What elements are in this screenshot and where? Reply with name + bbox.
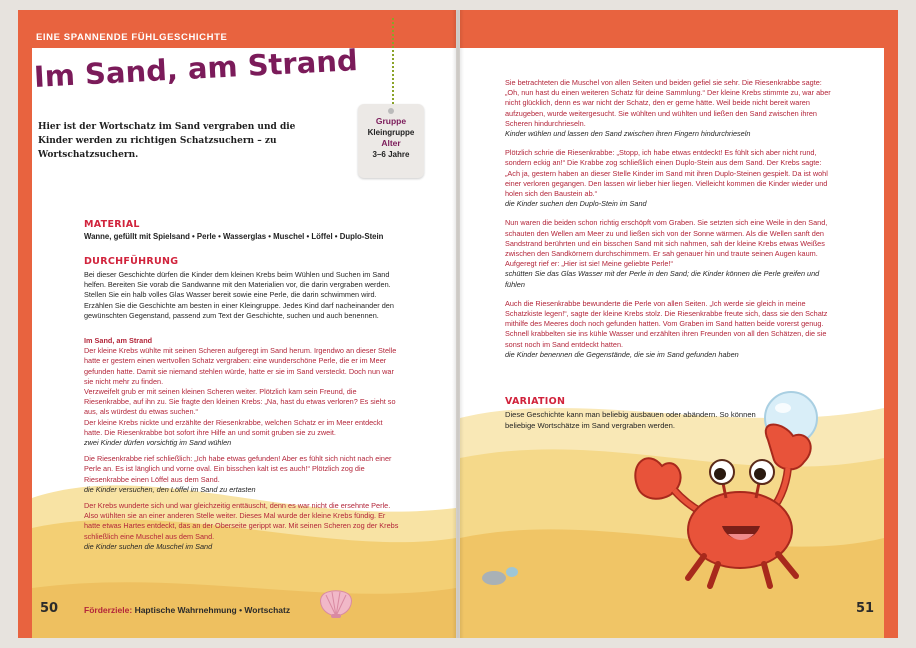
tag-hole	[388, 108, 394, 114]
group-age-tag	[358, 104, 424, 178]
story-instruction: die Kinder versuchen, den Löffel im Sand zu ertasten	[84, 484, 256, 494]
story-paragraph: Die Riesenkrabbe rief schließlich: „Ich habe etwas gefunden! Aber es fühlt sich nicht nach einer Perle an. Es ist länglich und vorne oval. Ein bisschen kalt ist es auch!“ Plötzlich zog die Riesenkrabbe einen Löffel aus dem Sand.	[84, 454, 392, 484]
story-instruction: die Kinder suchen den Duplo-Stein im Sand	[505, 199, 647, 209]
goals-text: Haptische Wahrnehmung • Wortschatz	[134, 605, 291, 615]
story-instruction: Kinder wühlen und lassen den Sand zwischen ihren Fingern hindurchrieseln	[505, 129, 751, 139]
tag-group-label: Gruppe	[375, 116, 407, 126]
story-paragraph: Auch die Riesenkrabbe bewunderte die Perle von allen Seiten. „Ich werde sie gleich in meine Schatzkiste legen!“, sagte der kleine Krebs stolz. Die Riesenkrabbe freute sich, dass sie den Schatz mithilfe des Meeres doch noch gefunden hatten. Vom Graben im Sand hatten beide vorerst genug. Schnell krabbelten sie ins kühle Wasser und erzählten ihren Freunden von all den Schätzen, die sie sonst noch im Sand entdeckt hatten.	[505, 298, 828, 349]
story-paragraph: Nun waren die beiden schon richtig erschöpft vom Graben. Sie setzten sich eine Weile in den Sand, schauten den Wellen am Meer zu und ließen sich von der Sonne wärmen. Als die Wellen sanft den Sandstrand berührten und ein bisschen Sand mit sich nahmen, sah der kleine Krebs etwas Weißes zwischen den Sandkörnern durchschimmern. Er sah genauer hin und traute seinen Augen kaum. Aufgeregt rief er: „Hier ist sie! Meine geliebte Perle!“	[505, 218, 828, 269]
tag-age-label: Alter	[381, 138, 401, 148]
tag-age-value: 3–6 Jahre	[372, 150, 410, 159]
material-heading: MATERIAL	[84, 219, 140, 230]
story-instruction: die Kinder suchen die Muschel im Sand	[84, 541, 213, 551]
footer-goals	[84, 605, 290, 615]
page-title: Im Sand, am Strand	[33, 43, 359, 94]
variation-text: Diese Geschichte kann man beliebig ausbauen oder abändern. So können beliebige Wortschätze im Sand vergraben werden.	[505, 410, 756, 430]
material-list: Wanne, gefüllt mit Spielsand • Perle • Wasserglas • Muschel • Löffel • Duplo-Stein	[84, 232, 384, 241]
page-number-left: 50	[40, 601, 59, 616]
shell-icon	[316, 586, 356, 620]
procedure-paragraph: Bei dieser Geschichte dürfen die Kinder dem kleinen Krebs beim Wühlen und Suchen im Sand helfen. Bereiten Sie vorab die Sandwanne mit den Materialien vor, die darin vergraben werden. Stellen Sie ein halb volles Glas Wasser bereit sowie eine Perle, die darin schwimmen wird. Erzählen Sie die Geschichte am besten in einer Kleingruppe. Jedes Kind darf nacheinander den gewünschten Gegenstand, passend zum Text der Geschichte, suchen und auch benennen.	[84, 270, 394, 320]
page-kicker: EINE SPANNENDE FÜHLGESCHICHTE	[36, 32, 228, 43]
story-paragraph: Der kleine Krebs nickte und erzählte der Riesenkrabbe, welchen Schatz er im Meer entdeckt hatte. Die Riesenkrabbe bot sofort ihre Hilfe an und somit gruben sie zu zweit.	[84, 417, 383, 437]
page-number-right: 51	[856, 601, 875, 616]
pebble-icon	[480, 566, 520, 586]
tag-group-value: Kleingruppe	[367, 128, 415, 137]
story-subheading: Im Sand, am Strand	[84, 336, 153, 345]
variation-heading: VARIATION	[505, 396, 566, 407]
story-paragraph: Plötzlich schrie die Riesenkrabbe: „Stopp, ich habe etwas entdeckt! Es fühlt sich aber nicht rund, sondern eckig an!“ Die Krabbe zog schließlich einen Duplo-Stein aus dem Sand. Der Krebs sagte: „Ach ja, gestern haben an dieser Stelle Kinder im Sand mit ihren Duplo-Steinen gespielt. Da ist wohl einer verloren gegangen. Den lassen wir lieber hier liegen. Vielleicht kommen die Kinder wieder und holen sich den Baustein ab.“	[505, 148, 828, 199]
tag-string	[392, 18, 396, 104]
story-paragraph: Sie betrachteten die Muschel von allen Seiten und beiden gefiel sie sehr. Die Riesenkrabbe sagte: „Oh, nun hast du einen weiteren Schatz für deine Sammlung.“ Der kleine Krebs stimmte zu, war aber nicht glücklich, denn es war nicht der Schatz, den er gerne hätte. Weil beide nicht bereit waren aufzugeben, wurde weitergesucht. Sie wühlten und wühlten und ließen den Sand zwischen ihren Scheren hindurchrieseln.	[505, 78, 831, 128]
story-paragraph: Der kleine Krebs wühlte mit seinen Scheren aufgeregt im Sand herum. Irgendwo an dieser Stelle hatte er gestern einen wertvollen Schatz vergraben: eine wunderschöne Perle, die er im Meer gefunden hatte. Damit sie niemand stehlen würde, hatte er sie im Sand versteckt. Doch nun war sie nicht mehr zu finden.	[84, 346, 397, 386]
book-gutter	[452, 10, 464, 638]
story-paragraph: Der Krebs wunderte sich und war gleichzeitig enttäuscht, denn es war nicht die ersehnte Perle. Also wühlten sie an einer anderen Stelle weiter. Dieses Mal wurde der kleine Krebs fündig. Er hatte etwas Hartes entdeckt, das an der Oberseite gerippt war. Mit seinen Scheren zog der Krebs schließlich eine Muschel aus dem Sand.	[84, 501, 399, 541]
story-instruction: die Kinder benennen die Gegenstände, die sie im Sand gefunden haben	[505, 349, 739, 359]
story-paragraph: Verzweifelt grub er mit seinen kleinen Scheren weiter. Plötzlich kam sein Freund, die Riesenkrabbe, auf ihn zu. Sie fragte den kleinen Krebs: „Na, hast du etwas verloren? Es sieht so aus, als würdest du etwas suchen.“	[84, 387, 396, 417]
intro-text: Hier ist der Wortschatz im Sand vergraben und die Kinder werden zu richtigen Schatzsuchern – zu Wortschatzsuchern.	[38, 122, 296, 160]
story-instruction: schütten Sie das Glas Wasser mit der Perle in den Sand; die Kinder können die Perle greifen und fühlen	[505, 269, 820, 289]
procedure-text	[84, 270, 400, 321]
story-right-column	[505, 78, 831, 360]
goals-label: Förderziele:	[84, 605, 133, 615]
story-instruction: zwei Kinder dürfen vorsichtig im Sand wühlen	[84, 438, 232, 448]
crab-with-pearl-illustration	[618, 378, 868, 598]
story-left-column	[84, 336, 400, 552]
procedure-heading: DURCHFÜHRUNG	[84, 256, 179, 267]
